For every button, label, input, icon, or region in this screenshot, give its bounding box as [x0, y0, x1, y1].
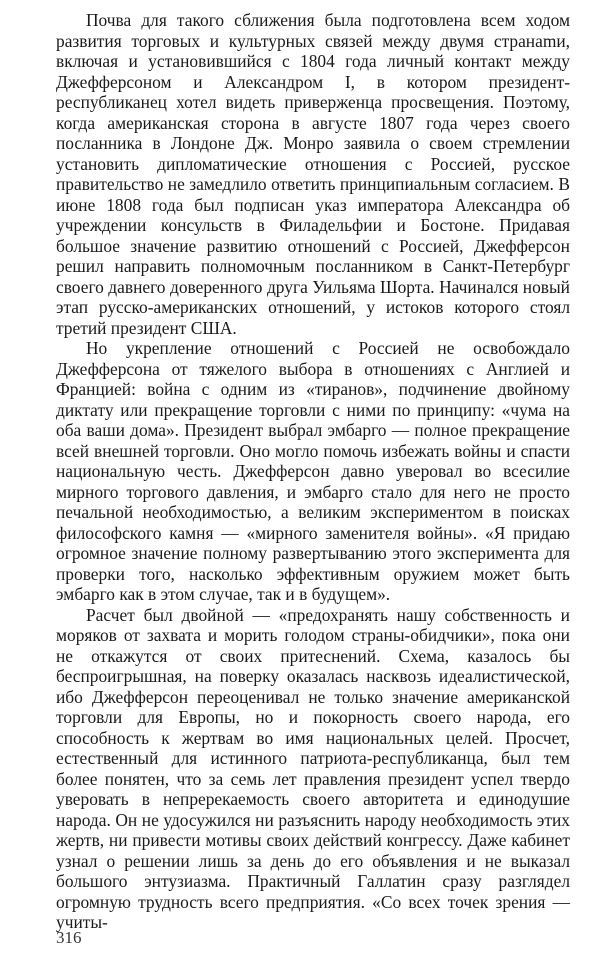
- page-number: 316: [56, 928, 82, 947]
- paragraph-1: Почва для такого сближения была подготовлена всем ходом развития торговых и культурных связей между двумя странаmи, включая и установившийся с 1804 года личный контакт между Джефферсоном и Александром I, в котором президент-республиканец хотел видеть приверженца просвещения. Поэтому, когда американская сторона в августе 1807 года через своего посланника в Лондоне Дж. Монро заявила о своем стремлении установить дипломатические отношения с Россией, русское правительство не замедлило ответить принципиальным согласием. В июне 1808 года был подписан указ императора Александра об учреждении консульств в Филадельфии и Бостоне. Придавая большое значение развитию отношений с Россией, Джефферсон решил направить полномочным посланником в Санкт-Петербург своего давнего доверенного друга Уильяма Шорта. Начинался новый этап русско-американских отношений, у истоков которого стоял третий президент США.: [56, 10, 570, 338]
- document-page: [56, 10, 570, 933]
- paragraph-2: Но укрепление отношений с Россией не освобождало Джефферсона от тяжелого выбора в отношениях с Англией и Францией: война с одним из «тиранов», подчинение двойному диктату или прекращение торговли с ними по принципу: «чума на оба ваши дома». Президент выбрал эмбарго — полное прекращение всей внешней торговли. Оно могло помочь избежать войны и спасти национальную честь. Джефферсон давно уверовал во всесилие мирного торгового давления, и эмбарго стало для него не просто печальной необходимостью, а великим экспериментом в поисках философского камня — «мирного заменителя войны». «Я придаю огромное значение полному развертыванию этого эксперимента для проверки того, насколько эффективным оружием может быть эмбарго как в этом случае, так и в будущем».: [56, 338, 570, 604]
- paragraph-3: Расчет был двойной — «предохранять нашу собственность и моряков от захвата и морить голодом страны-обидчики», пока они не откажутся от своих притеснений. Схема, казалось бы беспроигрышная, на поверку оказалась насквозь идеалистической, ибо Джефферсон переоценивал не только значение американской торговли для Европы, но и покорность своего народа, его способность к жертвам во имя национальных целей. Просчет, естественный для истинного патриота-республиканца, был тем более понятен, что за семь лет правления президент успел твердо уверовать в непререкаемость своего авторитета и единодушие народа. Он не удосужился ни разъяснить народу необходимость этих жертв, ни привести мотивы своих действий конгрессу. Даже кабинет узнал о решении лишь за день до его объявления и не выказал большого энтузиазма. Практичный Галлатин сразу разглядел огромную трудность всего предприятия. «Со всех точек зрения — учиты-: [56, 604, 570, 932]
